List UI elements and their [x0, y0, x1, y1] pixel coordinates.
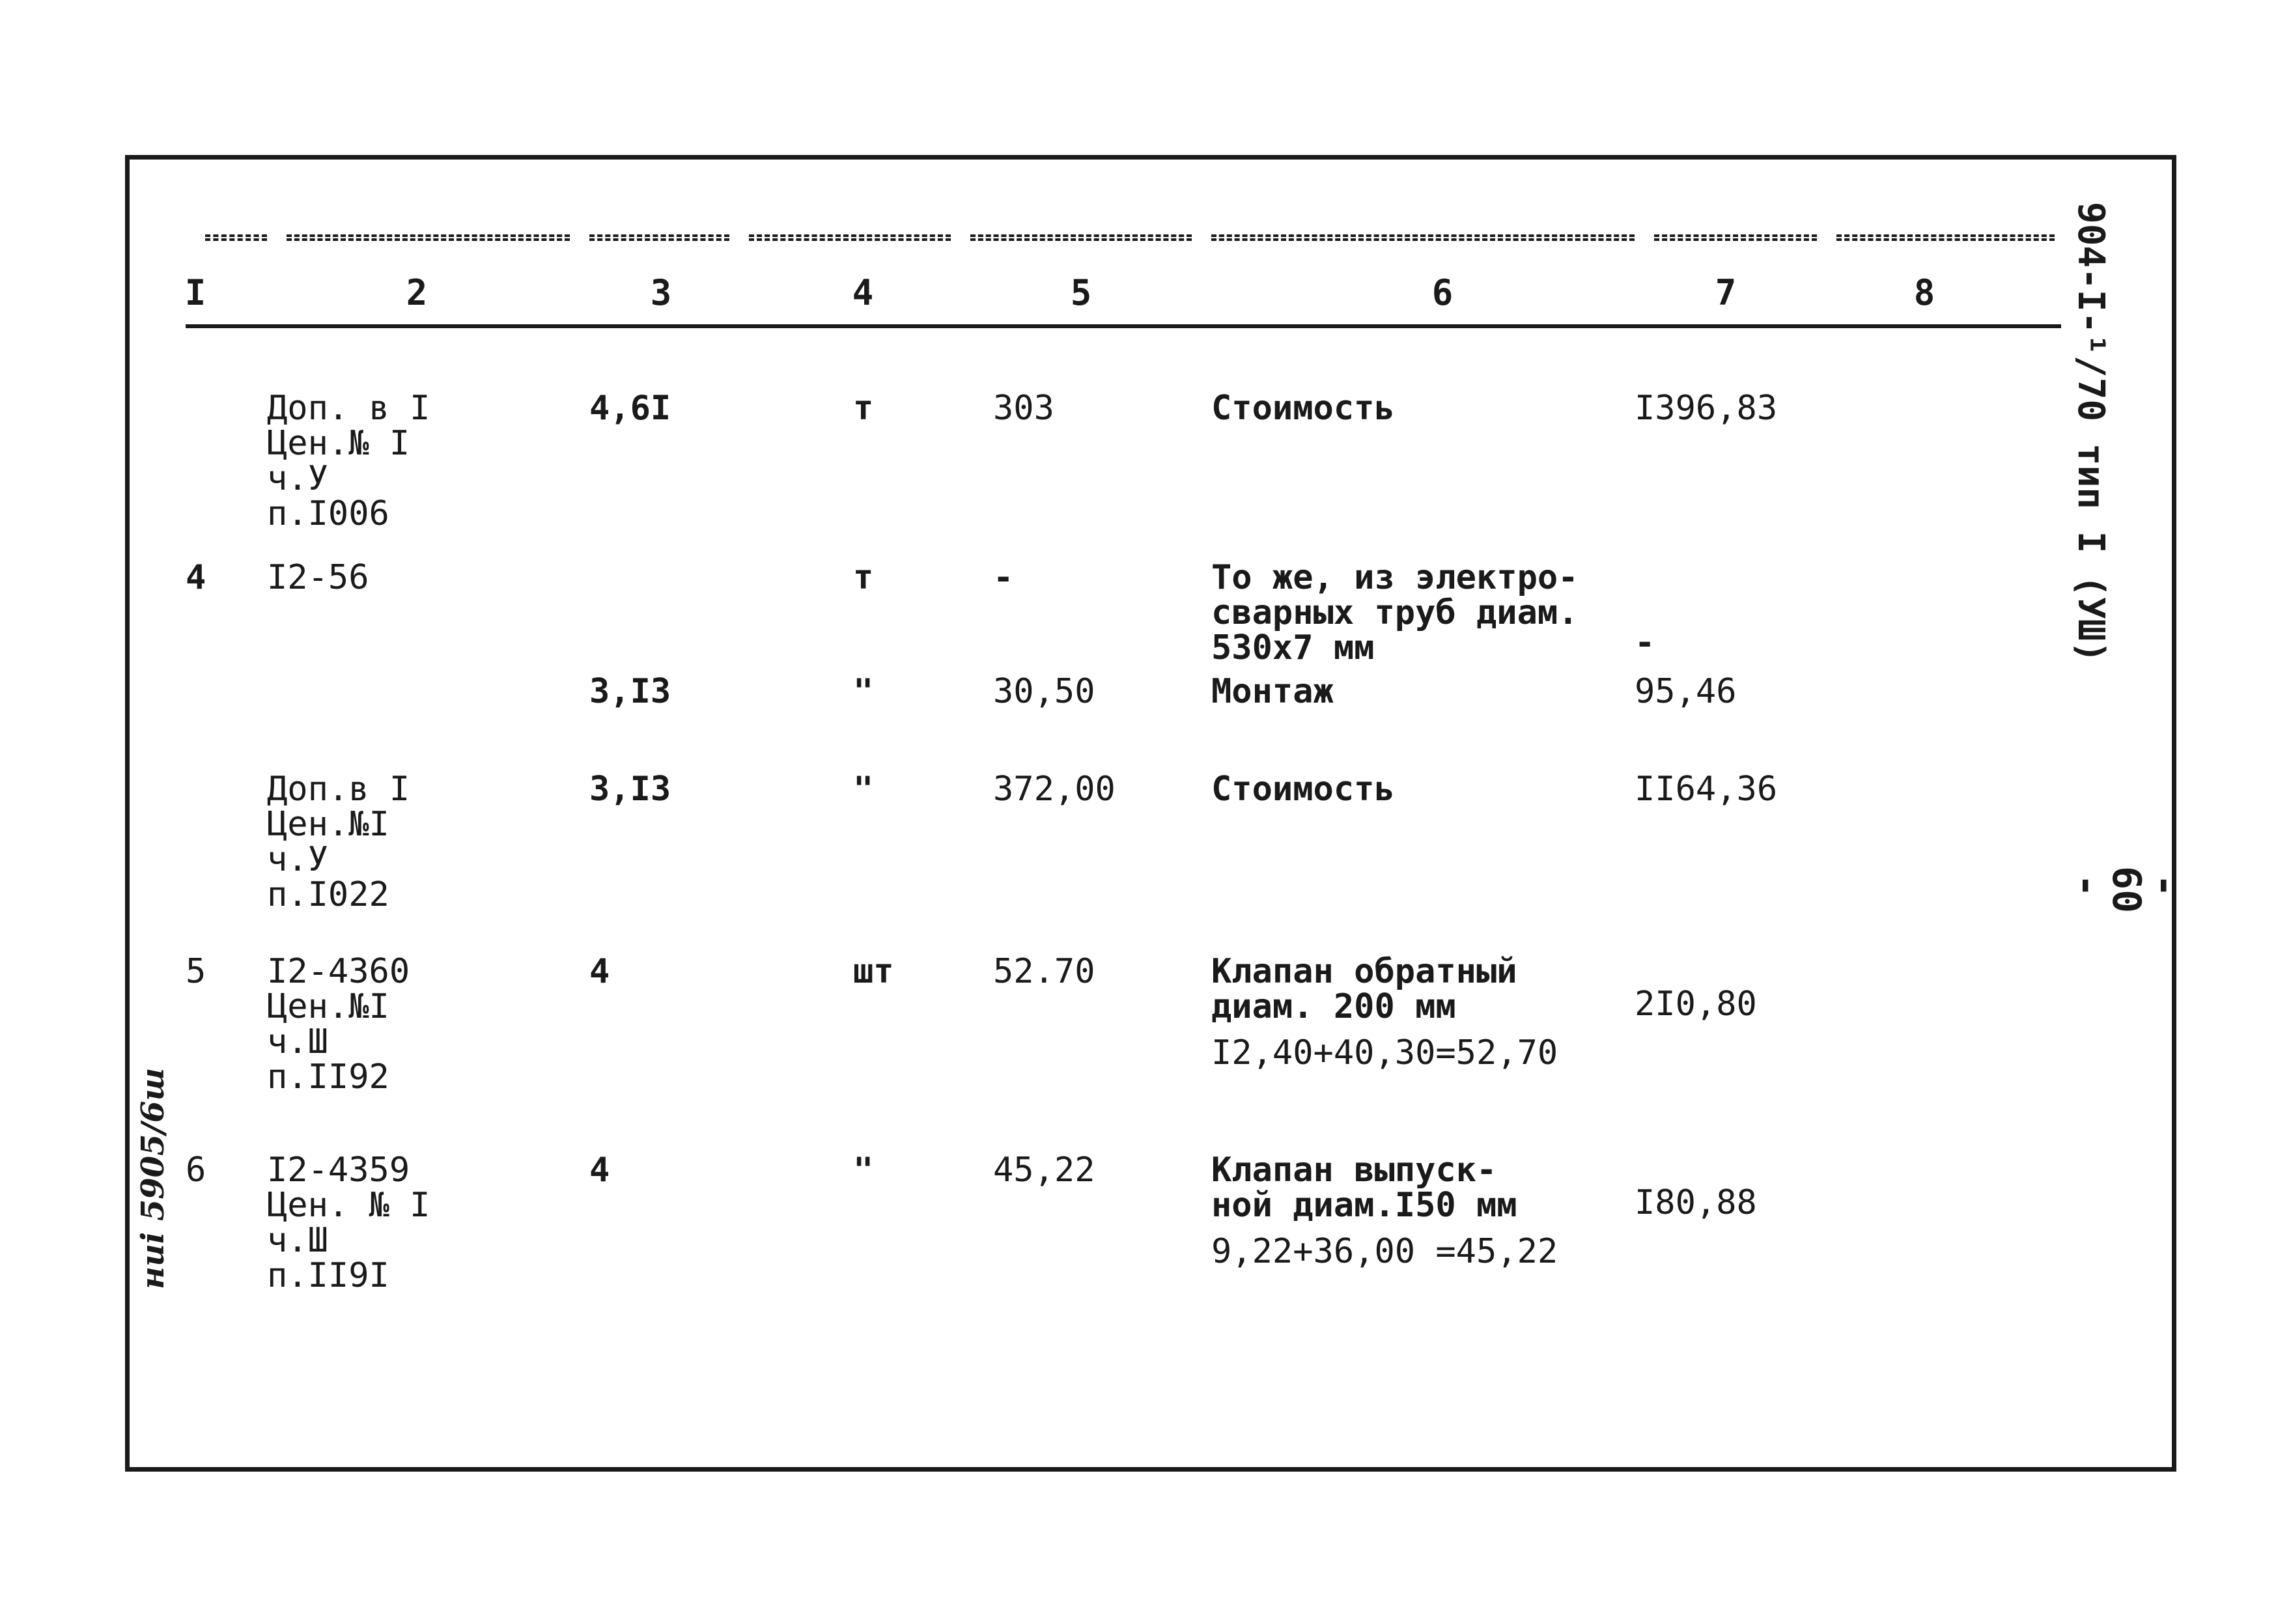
row-num: 5	[186, 952, 206, 991]
row-qty: 4	[589, 952, 610, 991]
row-ref: Доп. в I Цен.№ I ч.У п.I006	[267, 389, 430, 533]
row-total: -	[1635, 623, 1655, 662]
col-header-6: 6	[1431, 272, 1454, 313]
row-price: 52.70	[993, 952, 1095, 991]
row-ref: I2-56	[267, 558, 369, 597]
header-rule-dashed	[1836, 234, 2055, 241]
row-qty: 4	[589, 1151, 610, 1190]
row-unit: "	[853, 770, 874, 809]
page-frame	[125, 155, 2176, 1472]
row-ref: I2-4360 Цен.№I ч.Ш п.II92	[267, 952, 410, 1097]
row-qty: 4,6I	[589, 389, 671, 428]
header-rule-solid	[186, 324, 2061, 328]
row-formula: 9,22+36,00 =45,22	[1211, 1232, 1558, 1271]
row-num: 6	[186, 1151, 206, 1190]
header-rule-dashed	[970, 234, 1192, 241]
row-ref: Доп.в I Цен.№I ч.У п.I022	[267, 770, 410, 914]
header-rule-dashed	[1654, 234, 1817, 241]
row-price: 45,22	[993, 1151, 1095, 1190]
page-number	[2064, 827, 2188, 944]
row-unit: "	[853, 1151, 874, 1190]
row-price: 303	[993, 389, 1054, 428]
header-rule-dashed	[287, 234, 570, 241]
row-formula: I2,40+40,30=52,70	[1211, 1033, 1558, 1072]
col-header-7: 7	[1715, 272, 1737, 313]
header-rule-dashed	[1211, 234, 1635, 241]
col-header-4: 4	[852, 272, 874, 313]
row-qty: 3,I3	[589, 770, 671, 809]
row-desc: То же, из электро- сварных труб диам. 530x7 мм	[1211, 558, 1579, 667]
row-desc: Монтаж	[1211, 672, 1334, 711]
col-header-2: 2	[406, 272, 428, 313]
row-price: 30,50	[993, 672, 1095, 711]
header-rule-dashed	[749, 234, 951, 241]
row-ref: I2-4359 Цен. № I ч.Ш п.II9I	[267, 1151, 430, 1295]
inventory-stamp: ниi 5905/6ш	[135, 1067, 171, 1289]
row-total: II64,36	[1635, 770, 1778, 809]
row-desc: Стоимость	[1211, 389, 1395, 428]
row-desc: Стоимость	[1211, 770, 1395, 809]
page-number-text: - 60 -	[2064, 866, 2188, 914]
row-total: 2I0,80	[1635, 985, 1757, 1024]
header-rule-dashed	[205, 234, 267, 241]
col-header-8: 8	[1913, 272, 1935, 313]
col-header-3: 3	[650, 272, 672, 313]
row-desc: Клапан выпуск- ной диам.I50 мм	[1211, 1151, 1517, 1225]
row-unit: "	[853, 672, 874, 711]
row-unit: т	[853, 558, 874, 597]
header-rule-dashed	[589, 234, 729, 241]
row-unit: т	[853, 389, 874, 428]
row-price: -	[993, 558, 1014, 597]
row-price: 372,00	[993, 770, 1116, 809]
row-total: I396,83	[1635, 389, 1778, 428]
row-unit: шт	[853, 952, 894, 991]
row-desc: Клапан обратный диам. 200 мм	[1211, 952, 1517, 1026]
col-header-5: 5	[1070, 272, 1092, 313]
row-total: I80,88	[1635, 1183, 1757, 1222]
row-total: 95,46	[1635, 672, 1737, 711]
document-code: 904-I-¹/70 тип I (УШ)	[2070, 202, 2112, 664]
col-header-1: I	[184, 272, 206, 313]
row-qty: 3,I3	[589, 672, 671, 711]
row-num: 4	[186, 558, 206, 597]
